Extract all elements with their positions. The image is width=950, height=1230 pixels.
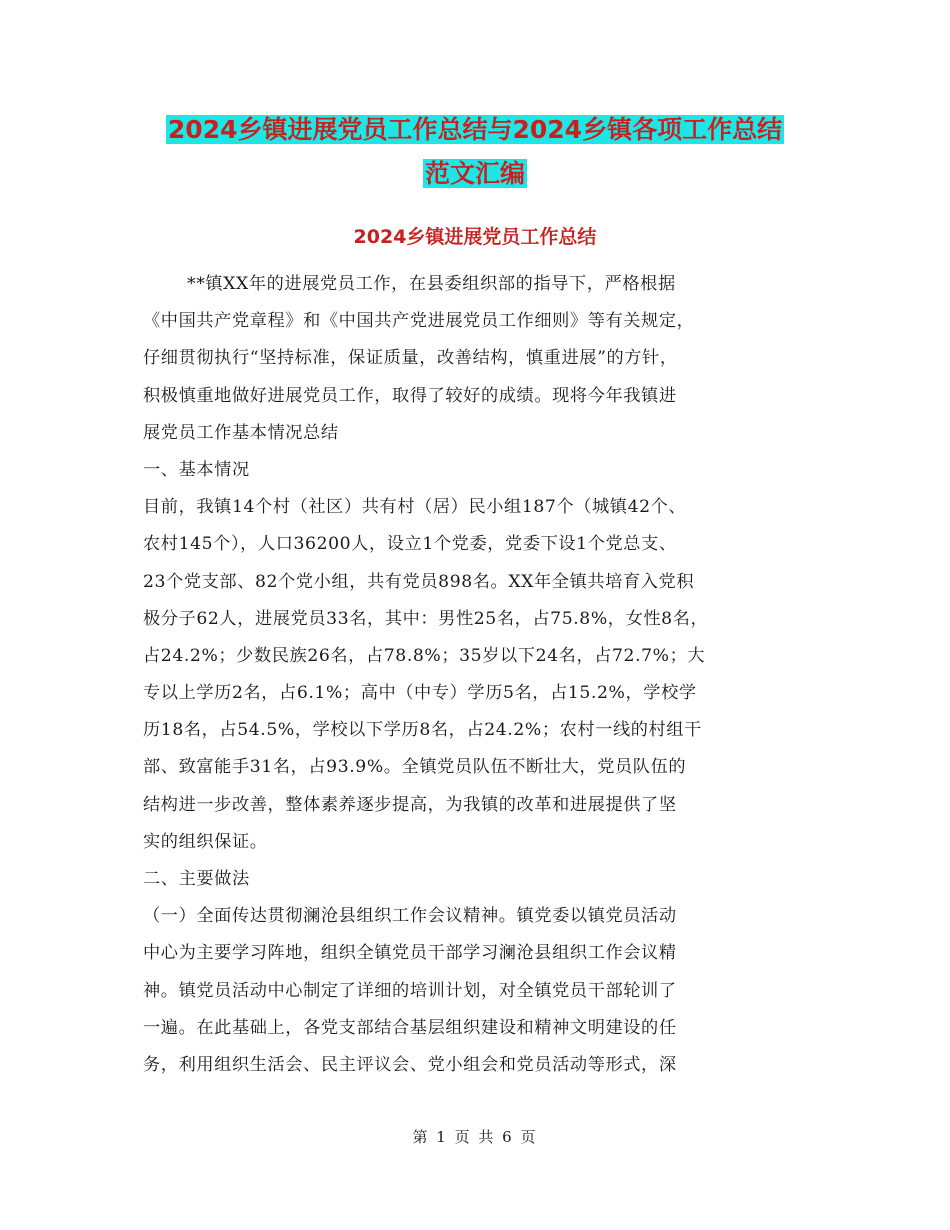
body-line: 历18名，占54.5%，学校以下学历8名，占24.2%；农村一线的村组干 bbox=[143, 720, 702, 741]
title-highlight-1: 2024乡镇进展党员工作总结与2024乡镇各项工作总结 bbox=[167, 115, 783, 144]
section-title: 2024乡镇进展党员工作总结 bbox=[353, 226, 597, 248]
body-line: 展党员工作基本情况总结 bbox=[143, 422, 339, 443]
body-line: 占24.2%；少数民族26名，占78.8%；35岁以下24名，占72.7%；大 bbox=[143, 645, 706, 666]
body-line: 神。镇党员活动中心制定了详细的培训计划，对全镇党员干部轮训了 bbox=[143, 980, 677, 1001]
body-line: 一遍。在此基础上，各党支部结合基层组织建设和精神文明建设的任 bbox=[143, 1017, 677, 1038]
document-title-line-2 bbox=[0, 154, 950, 194]
body-line: 务，利用组织生活会、民主评议会、党小组会和党员活动等形式，深 bbox=[143, 1054, 677, 1075]
body-line: 仔细贯彻执行“坚持标准，保证质量，改善结构，慎重进展”的方针， bbox=[143, 348, 678, 369]
body-line: 极分子62人，进展党员33名，其中：男性25名，占75.8%，女性8名， bbox=[143, 608, 709, 629]
body-line: **镇XX年的进展党员工作，在县委组织部的指导下，严格根据 bbox=[187, 274, 676, 294]
body-line: （一）全面传达贯彻澜沧县组织工作会议精神。镇党委以镇党员活动 bbox=[143, 906, 677, 927]
page-footer: 第 1 页 共 6 页 bbox=[412, 1128, 538, 1146]
body-line: 专以上学历2名，占6.1%；高中（中专）学历5名，占15.2%，学校学 bbox=[143, 683, 697, 704]
section-heading: 一、基本情况 bbox=[143, 459, 250, 480]
body-line: 积极慎重地做好进展党员工作，取得了较好的成绩。现将今年我镇进 bbox=[143, 385, 677, 406]
body-line: 农村145个），人口36200人，设立1个党委，党委下设1个党总支、 bbox=[143, 534, 677, 555]
body-line: 23个党支部、82个党小组，共有党员898名。XX年全镇共培育入党积 bbox=[143, 571, 695, 592]
body-line: 中心为主要学习阵地，组织全镇党员干部学习澜沧县组织工作会议精 bbox=[143, 943, 677, 964]
title-highlight-2: 范文汇编 bbox=[424, 159, 525, 188]
body-line: 实的组织保证。 bbox=[143, 831, 268, 852]
section-heading: 二、主要做法 bbox=[143, 869, 250, 889]
body-line: 结构进一步改善，整体素养逐步提高，为我镇的改革和进展提供了坚 bbox=[143, 794, 677, 815]
document-title-line-1 bbox=[0, 110, 950, 150]
body-line: 《中国共产党章程》和《中国共产党进展党员工作细则》等有关规定， bbox=[143, 311, 695, 332]
body-line: 部、致富能手31名，占93.9%。全镇党员队伍不断壮大，党员队伍的 bbox=[143, 757, 687, 778]
body-line: 目前，我镇14个村（社区）共有村（居）民小组187个（城镇42个、 bbox=[143, 497, 687, 518]
document-body bbox=[143, 266, 823, 1084]
